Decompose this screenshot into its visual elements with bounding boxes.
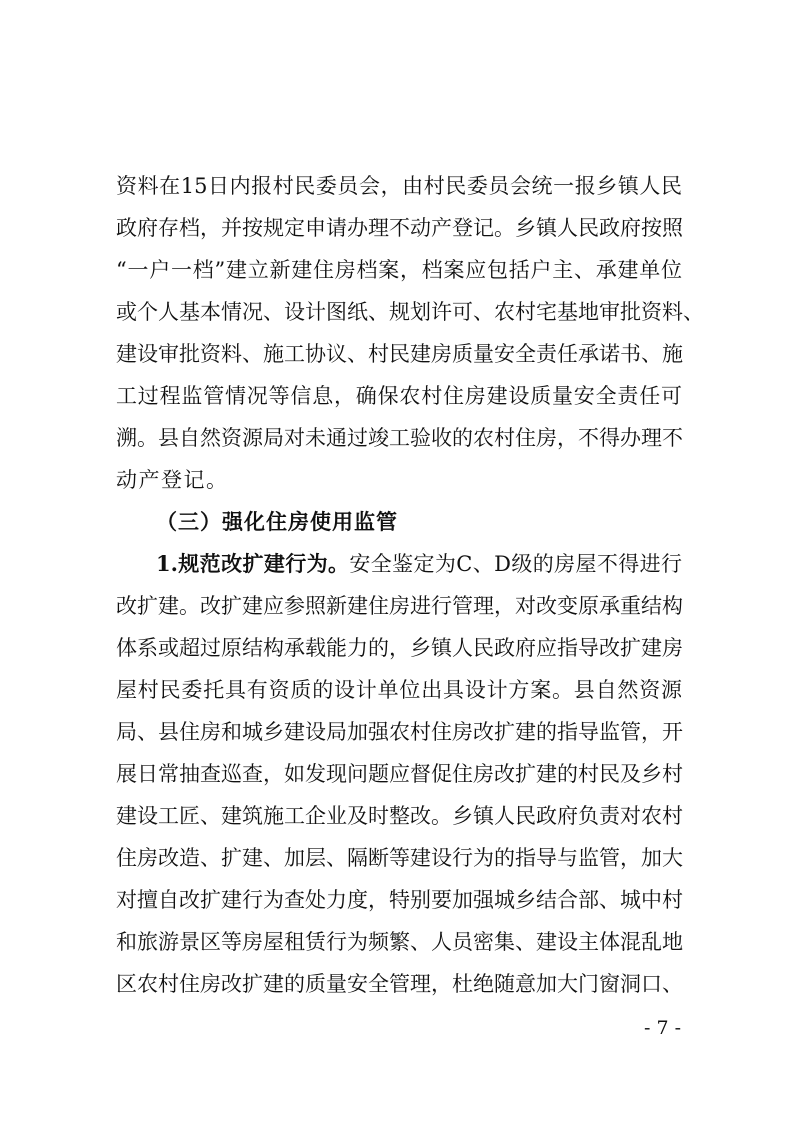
text-line: 动产登记。 bbox=[116, 468, 229, 492]
paragraph-lead-title: 1.规范改扩建行为。 bbox=[156, 551, 350, 576]
text-line: 工过程监管情况等信息，确保农村住房建设质量安全责任可 bbox=[116, 384, 682, 408]
page-number: - 7 - bbox=[643, 1017, 681, 1039]
paragraph-first-line-text: 安全鉴定为C、D级的房屋不得进行 bbox=[349, 552, 682, 576]
text-line: 政府存档，并按规定申请办理不动产登记。乡镇人民政府按照 bbox=[116, 216, 683, 240]
text-line: 住房改造、扩建、加层、隔断等建设行为的指导与监管，加大 bbox=[116, 846, 683, 870]
text-line: 或个人基本情况、设计图纸、规划许可、农村宅基地审批资料、 bbox=[116, 300, 704, 324]
text-line: 改扩建。改扩建应参照新建住房进行管理，对改变原承重结构 bbox=[116, 594, 683, 618]
text-line: 和旅游景区等房屋租赁行为频繁、人员密集、建设主体混乱地 bbox=[116, 930, 683, 954]
section-heading: （三）强化住房使用监管 bbox=[156, 509, 398, 534]
text-line: 体系或超过原结构承载能力的，乡镇人民政府应指导改扩建房 bbox=[116, 636, 683, 660]
text-line: 资料在15日内报村民委员会，由村民委员会统一报乡镇人民 bbox=[116, 174, 682, 198]
text-line: 对擅自改扩建行为查处力度，特别要加强城乡结合部、城中村 bbox=[116, 888, 683, 912]
text-line: 区农村住房改扩建的质量安全管理，杜绝随意加大门窗洞口、 bbox=[116, 972, 683, 996]
paragraph-first-line bbox=[156, 545, 682, 583]
text-line: “一户一档”建立新建住房档案，档案应包括户主、承建单位 bbox=[116, 258, 682, 282]
text-line: 溯。县自然资源局对未通过竣工验收的农村住房，不得办理不 bbox=[116, 426, 683, 450]
text-line: 建设工匠、建筑施工企业及时整改。乡镇人民政府负责对农村 bbox=[116, 804, 683, 828]
text-line: 屋村民委托具有资质的设计单位出具设计方案。县自然资源 bbox=[116, 678, 682, 702]
text-line: 局、县住房和城乡建设局加强农村住房改扩建的指导监管，开 bbox=[116, 720, 683, 744]
text-line: 建设审批资料、施工协议、村民建房质量安全责任承诺书、施 bbox=[116, 342, 683, 366]
text-line: 展日常抽查巡查，如发现问题应督促住房改扩建的村民及乡村 bbox=[116, 762, 683, 786]
